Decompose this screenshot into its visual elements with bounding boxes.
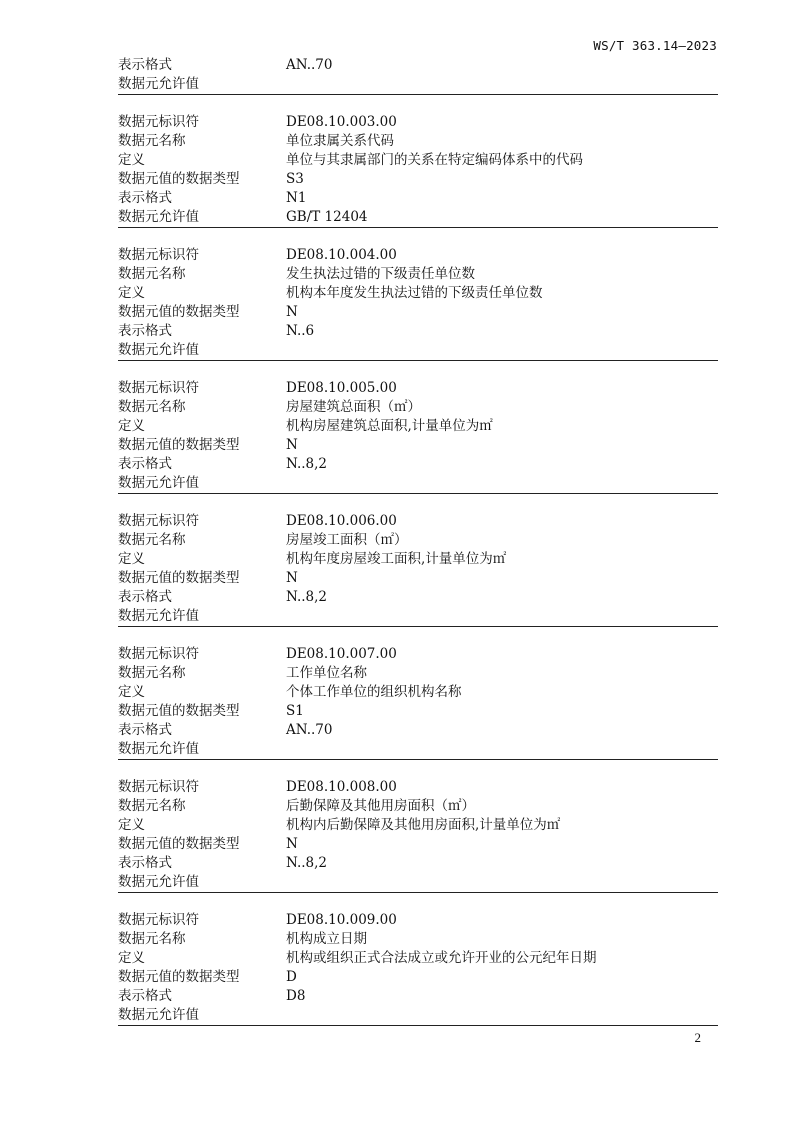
field-row xyxy=(118,854,718,873)
field-row xyxy=(118,968,718,987)
field-value: N xyxy=(286,437,298,453)
field-row xyxy=(118,664,718,683)
field-row xyxy=(118,322,718,341)
field-value: N xyxy=(286,304,298,320)
field-value: D8 xyxy=(286,988,306,1004)
field-row xyxy=(118,398,718,417)
field-value: N1 xyxy=(286,190,307,206)
field-value: DE08.10.008.00 xyxy=(286,779,397,795)
field-value: 机构成立日期 xyxy=(286,931,367,947)
field-value: DE08.10.005.00 xyxy=(286,380,397,396)
field-label: 定义 xyxy=(118,418,145,434)
field-value: N..6 xyxy=(286,323,315,339)
field-row xyxy=(118,949,718,968)
field-label: 表示格式 xyxy=(118,190,172,206)
field-label: 数据元名称 xyxy=(118,532,186,548)
field-row xyxy=(118,512,718,531)
field-row xyxy=(118,531,718,550)
field-label: 定义 xyxy=(118,551,145,567)
field-value: DE08.10.003.00 xyxy=(286,114,397,130)
field-value xyxy=(286,341,718,360)
field-value: AN..70 xyxy=(286,57,333,73)
field-label: 数据元名称 xyxy=(118,798,186,814)
data-element-block xyxy=(118,379,718,494)
field-label: 表示格式 xyxy=(118,589,172,605)
field-row xyxy=(118,151,718,170)
field-row xyxy=(118,284,718,303)
field-row xyxy=(118,987,718,1006)
field-value: N..8,2 xyxy=(286,456,328,472)
field-value: DE08.10.007.00 xyxy=(286,646,397,662)
field-value: DE08.10.006.00 xyxy=(286,513,397,529)
field-row xyxy=(118,246,718,265)
data-element-list xyxy=(118,56,718,1044)
field-value: 机构本年度发生执法过错的下级责任单位数 xyxy=(286,285,543,301)
field-value: 工作单位名称 xyxy=(286,665,367,681)
field-row xyxy=(118,379,718,398)
field-value: N xyxy=(286,836,298,852)
data-element-block xyxy=(118,911,718,1026)
page-number: 2 xyxy=(694,1030,701,1045)
data-element-blocks xyxy=(118,113,718,1026)
field-label: 数据元值的数据类型 xyxy=(118,969,240,985)
field-value: N..8,2 xyxy=(286,589,328,605)
field-row xyxy=(118,436,718,455)
field-row xyxy=(118,835,718,854)
field-row xyxy=(118,455,718,474)
field-label: 数据元允许值 xyxy=(118,76,199,92)
field-label: 定义 xyxy=(118,817,145,833)
field-row xyxy=(118,721,718,740)
field-label: 数据元标识符 xyxy=(118,779,199,795)
field-label: 定义 xyxy=(118,285,145,301)
field-label: 数据元名称 xyxy=(118,266,186,282)
field-row xyxy=(118,550,718,569)
field-row xyxy=(118,702,718,721)
field-value xyxy=(286,75,718,94)
field-row xyxy=(118,474,718,493)
field-row xyxy=(118,208,718,227)
field-label: 数据元值的数据类型 xyxy=(118,304,240,320)
field-label: 表示格式 xyxy=(118,722,172,738)
field-label: 数据元值的数据类型 xyxy=(118,836,240,852)
field-value: S3 xyxy=(286,171,304,187)
field-row xyxy=(118,132,718,151)
field-label: 定义 xyxy=(118,152,145,168)
data-element-block xyxy=(118,512,718,627)
field-label: 表示格式 xyxy=(118,456,172,472)
field-label: 表示格式 xyxy=(118,57,172,73)
field-value: AN..70 xyxy=(286,722,333,738)
field-row xyxy=(118,189,718,208)
field-label: 数据元名称 xyxy=(118,133,186,149)
field-row xyxy=(118,56,718,75)
field-row xyxy=(118,1006,718,1025)
field-label: 表示格式 xyxy=(118,988,172,1004)
field-row xyxy=(118,930,718,949)
field-value: 机构年度房屋竣工面积,计量单位为㎡ xyxy=(286,551,507,567)
field-value: DE08.10.004.00 xyxy=(286,247,397,263)
field-label: 定义 xyxy=(118,684,145,700)
field-value: DE08.10.009.00 xyxy=(286,912,397,928)
field-row xyxy=(118,265,718,284)
field-label: 数据元标识符 xyxy=(118,380,199,396)
field-label: 数据元标识符 xyxy=(118,912,199,928)
field-value: D xyxy=(286,969,297,985)
field-value: 房屋竣工面积（㎡） xyxy=(286,532,408,548)
field-label: 数据元值的数据类型 xyxy=(118,171,240,187)
field-label: 表示格式 xyxy=(118,855,172,871)
field-label: 数据元标识符 xyxy=(118,513,199,529)
field-row xyxy=(118,170,718,189)
field-label: 数据元值的数据类型 xyxy=(118,437,240,453)
field-row xyxy=(118,75,718,94)
field-label: 数据元名称 xyxy=(118,931,186,947)
field-label: 数据元标识符 xyxy=(118,247,199,263)
field-row xyxy=(118,303,718,322)
field-value xyxy=(286,474,718,493)
field-value: 个体工作单位的组织机构名称 xyxy=(286,684,462,700)
field-value: N..8,2 xyxy=(286,855,328,871)
field-row xyxy=(118,911,718,930)
field-label: 数据元标识符 xyxy=(118,114,199,130)
field-label: 定义 xyxy=(118,950,145,966)
field-row xyxy=(118,645,718,664)
field-row xyxy=(118,113,718,132)
field-row xyxy=(118,417,718,436)
field-value: 机构或组织正式合法成立或允许开业的公元纪年日期 xyxy=(286,950,597,966)
field-label: 数据元允许值 xyxy=(118,342,199,358)
field-value: 机构房屋建筑总面积,计量单位为㎡ xyxy=(286,418,493,434)
field-value: 发生执法过错的下级责任单位数 xyxy=(286,266,475,282)
field-row xyxy=(118,683,718,702)
data-element-block xyxy=(118,246,718,361)
field-row xyxy=(118,873,718,892)
field-value: S1 xyxy=(286,703,304,719)
data-element-block xyxy=(118,778,718,893)
data-element-block xyxy=(118,645,718,760)
data-element-block xyxy=(118,56,718,95)
field-row xyxy=(118,569,718,588)
field-value xyxy=(286,873,718,892)
field-row xyxy=(118,740,718,759)
field-row xyxy=(118,341,718,360)
field-row xyxy=(118,588,718,607)
field-value xyxy=(286,1006,718,1025)
field-label: 数据元允许值 xyxy=(118,475,199,491)
field-label: 数据元允许值 xyxy=(118,608,199,624)
data-element-block xyxy=(118,113,718,228)
field-label: 数据元标识符 xyxy=(118,646,199,662)
standard-code-header: WS/T 363.14—2023 xyxy=(593,38,717,53)
field-value: 房屋建筑总面积（㎡） xyxy=(286,399,421,415)
field-label: 数据元值的数据类型 xyxy=(118,570,240,586)
field-value: N xyxy=(286,570,298,586)
field-label: 数据元名称 xyxy=(118,665,186,681)
field-label: 数据元允许值 xyxy=(118,209,199,225)
field-value xyxy=(286,740,718,759)
field-row xyxy=(118,816,718,835)
field-row xyxy=(118,778,718,797)
field-value: 后勤保障及其他用房面积（㎡） xyxy=(286,798,475,814)
field-label: 数据元允许值 xyxy=(118,1007,199,1023)
field-value: 单位隶属关系代码 xyxy=(286,133,394,149)
field-label: 数据元允许值 xyxy=(118,874,199,890)
field-value: GB/T 12404 xyxy=(286,209,368,225)
field-value: 机构内后勤保障及其他用房面积,计量单位为㎡ xyxy=(286,817,561,833)
field-value xyxy=(286,607,718,626)
field-value: 单位与其隶属部门的关系在特定编码体系中的代码 xyxy=(286,152,583,168)
field-row xyxy=(118,607,718,626)
field-label: 数据元名称 xyxy=(118,399,186,415)
field-label: 数据元允许值 xyxy=(118,741,199,757)
field-label: 表示格式 xyxy=(118,323,172,339)
field-label: 数据元值的数据类型 xyxy=(118,703,240,719)
field-row xyxy=(118,797,718,816)
